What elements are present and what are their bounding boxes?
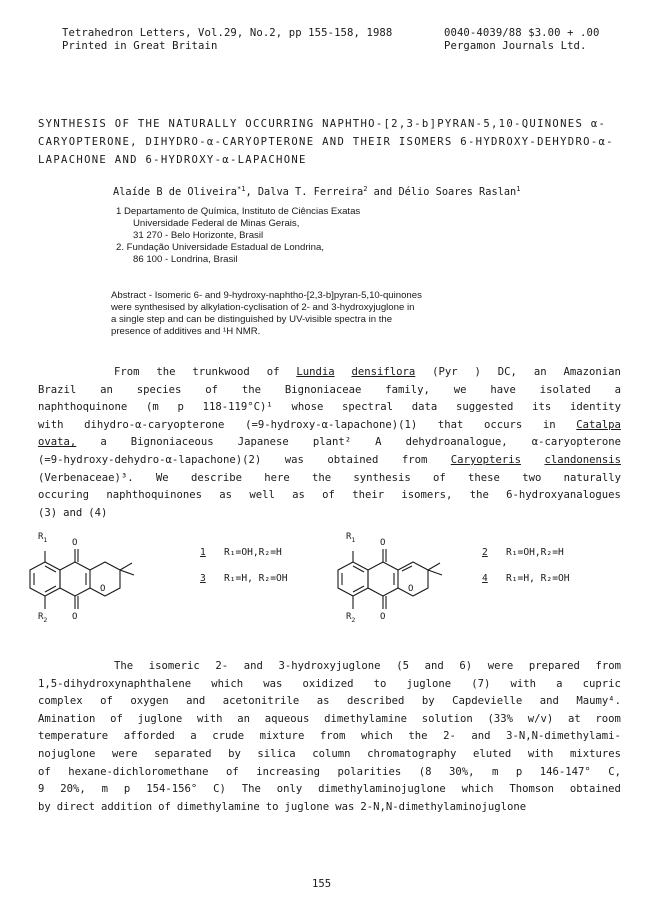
paragraph-line [38,472,621,484]
word: m [491,765,499,778]
affiliation-1-line-3: 31 270 - Belo Horizonte, Brasil [133,230,264,241]
author-3-mark: 1 [516,185,521,193]
paragraph-line [38,766,621,778]
word: separated [154,748,212,760]
word: and [424,660,444,672]
word: and [539,695,559,708]
word: Lundia [296,366,335,378]
abstract-end: ¹H NMR. [223,326,261,337]
word: a [614,383,621,396]
compound-3-substituents: R₁=H, R₂=OH [224,573,288,584]
word: the [408,730,428,743]
carbonyl-o-top-left: O [72,538,78,548]
word: 30%, [449,765,475,778]
word: nojuglone [38,748,96,760]
word: of [266,366,280,378]
word: (4) [88,506,108,519]
printed-in: Printed in Great Britain [62,40,218,52]
paragraph-line [38,419,621,431]
word: column [312,748,351,760]
word: as [292,489,305,502]
page-number: 155 [312,878,332,890]
word: From [114,366,140,378]
word: 9 [38,783,45,796]
publisher: Pergamon Journals Ltd. [444,40,587,52]
word: have [490,383,516,396]
word: C) [213,783,226,796]
word: a [190,730,197,743]
word: Bignoniaceae [284,383,362,396]
word: Maumy⁴. [576,695,621,708]
word: We [155,471,169,484]
word: in [542,418,556,431]
word: eluted [473,748,512,760]
word: 2- [443,730,456,743]
word: as [219,489,233,502]
word: trunkwood [192,366,250,378]
compound-4-substituents: R₁=H, R₂=OH [506,573,570,584]
word: temperature [38,730,109,743]
word: two [522,471,542,484]
word: of [205,383,218,396]
word: of [322,489,335,502]
word: which [360,730,393,743]
word: to [373,677,387,690]
journal-citation: Tetrahedron Letters, Vol.29, No.2, pp 155-158, 1988 [62,27,393,39]
paragraph-line [38,507,621,519]
word: oxygen [130,695,169,708]
word: 6) [459,660,473,672]
structure-left [30,549,134,609]
word: 3-hydroxyjuglone [278,660,381,672]
word: family, [385,383,430,396]
compound-3-number: 3 [200,573,206,584]
word: was [284,454,304,466]
word: suggested [455,401,514,414]
word: the [156,366,176,378]
word: mixture [259,730,305,743]
word: their [352,489,385,502]
compound-2-substituents: R₁=OH,R₂=H [506,547,564,558]
word: dimethylamine [324,712,407,725]
word: Bignoniaceous [130,436,214,449]
compound-1-substituents: R₁=OH,R₂=H [224,547,282,558]
word: was [263,677,283,690]
word: mixtures [569,748,621,760]
paragraph-line [114,660,621,672]
word: Brazil [38,383,77,396]
ring-oxygen-right: O [408,584,414,594]
word: its [532,401,552,414]
word: densiflora [351,366,416,378]
word: and [243,660,263,672]
compound-1-number: 1 [200,547,206,558]
word: solution [421,712,473,725]
word: these [468,471,500,484]
word: described [346,695,405,708]
methyl-1 [428,563,440,570]
word: from [319,730,346,743]
word: and [63,506,83,519]
word: of [110,712,123,725]
word: the [311,471,332,484]
word: well [249,489,275,502]
compound-4-number: 4 [482,573,488,584]
paragraph-line [114,366,621,378]
word: a [556,677,563,690]
word: w/v) [527,712,554,725]
title-line-1: SYNTHESIS OF THE NATURALLY OCCURRING NAPHTHO-[2,3-b]PYRAN-5,10-QUINONES α- [38,118,607,130]
word: complex [38,695,83,708]
word: ) [474,366,481,378]
word: Thomson [509,783,554,796]
word: data [411,401,438,414]
word: by [38,800,51,813]
r1-label-left: $R_1$ [38,532,48,544]
paragraph-line [38,678,621,690]
word: that [437,418,464,431]
paragraph-line [38,783,621,795]
author-1-mark: *1 [237,185,246,193]
word: dehydroanalogue, [405,436,508,449]
r2-label-left: $R_2$ [38,612,48,624]
methyl-2 [428,570,442,575]
word: p [123,783,131,796]
word: polarities [337,765,402,778]
word: (=9-hydroxy-dehydro-α-lapachone)(2) [38,454,262,466]
paragraph-line [38,489,621,501]
word: dimethylamine [176,800,260,813]
word: (Verbenaceae)³. [38,471,134,484]
paragraph-line [38,730,621,742]
word: increasing [256,765,321,778]
word: of [433,471,446,484]
word: (=9-hydroxy-α-lapachone)(1) [245,418,418,431]
word: A [375,436,382,449]
word: at [567,712,581,725]
r2-label-right: $R_2$ [346,612,356,624]
word: juglone [137,712,183,725]
word: m [101,783,109,796]
word: isomers, [401,489,453,502]
word: (m [146,401,159,414]
word: 6-hydroxyanalogues [506,489,621,502]
author-2: Dalva T. Ferreira [257,186,364,198]
word: naphthoquinones [106,489,202,502]
word: a [100,436,107,449]
word: describe [190,471,242,484]
word: 154-156° [146,783,198,796]
word: by [228,748,241,760]
word: isolated [539,383,591,396]
author-separator: , [245,186,258,198]
word: Amination [38,712,96,725]
word: was [335,800,355,813]
methyl-1 [120,563,132,570]
word: direct [56,800,96,813]
word: of [226,765,239,778]
word: prepared [528,660,580,672]
word: Capdevielle [452,695,523,708]
author-1: Alaíde B de Oliveira [113,186,237,198]
word: of [158,800,171,813]
word: 118-119°C)¹ [202,401,273,414]
word: naturally [563,471,621,484]
word: DC, [497,366,517,378]
word: naphthoquinone [38,401,128,414]
word: dihydro-α-caryopterone [84,418,225,431]
carbonyl-o-top-right: O [380,538,386,548]
paragraph-line [38,436,621,448]
author-3: Délio Soares Raslan [398,186,517,198]
carbonyl-o-bottom-right: O [380,612,386,622]
issn-price: 0040-4039/88 $3.00 + .00 [444,27,600,39]
abstract-line-4-text: presence of additives and [111,326,221,337]
word: (8 [418,765,432,778]
affiliation-2-line-1: 2. Fundação Universidade Estadual de Londrina, [116,242,325,253]
word: Japanese [237,436,289,449]
word: hexane-dichloromethane [68,765,209,778]
word: juglone [284,800,330,813]
word: dimethylaminojuglone [318,783,446,796]
word: only [276,783,303,796]
word: synthesis [353,471,411,484]
word: (Pyr [432,366,458,378]
word: afforded [123,730,175,743]
word: 2- [215,660,229,672]
word: with [510,677,536,690]
word: (5 [396,660,409,672]
word: with [196,712,223,725]
word: The [241,783,261,796]
word: The [114,660,134,672]
affiliation-1-line-1: 1 Departamento de Química, Instituto de Ciências Exatas [116,206,361,217]
authors [113,186,520,198]
word: 1,5-dihydroxynaphthalene [38,677,192,690]
word: plant² [312,436,352,449]
abstract-line-1: Abstract - Isomeric 6- and 9-hydroxy-naphtho-[2,3-b]pyran-5,10-quinones [111,290,422,301]
word: Caryopteris [450,454,521,466]
paragraph-line [38,695,621,707]
word: species [136,383,182,396]
word: p [515,765,523,778]
affiliation-2-line-2: 86 100 - Londrina, Brasil [133,254,238,265]
word: from [595,660,621,672]
abstract-line-3: a single step and can be distinguished by UV-visible spectra in the [111,314,393,325]
word: oxidized [302,677,354,690]
word: of [100,695,113,708]
affiliation-1-line-2: Universidade Federal de Minas Gerais, [133,218,300,229]
word: spectral [342,401,394,414]
word: cupric [582,677,621,690]
word: isomeric [148,660,200,672]
word: an [100,383,113,396]
word: to [265,800,279,813]
word: with [527,748,554,760]
word: crude [212,730,245,743]
compound-2-number: 2 [482,547,488,558]
word: the [241,383,261,396]
word: we [453,383,467,396]
word: were [487,660,514,672]
word: α-caryopterone [531,436,621,449]
structure-diagram [0,525,663,645]
word: silica [257,748,296,760]
word: (7) [471,677,491,690]
author-and: and [367,186,399,198]
word: p [177,401,184,414]
word: identity [569,401,621,414]
word: chromatography [367,748,457,760]
word: of [38,765,51,778]
word: whose [291,401,324,414]
word: acetonitrile [222,695,300,708]
paragraph-line [38,384,621,396]
word: 3-N,N-dimethylami- [506,730,621,743]
paragraph-line [38,713,621,725]
ring-oxygen-left: O [100,584,106,594]
paragraph-line [38,454,621,466]
word: occuring [38,489,90,502]
abstract-line-2: were synthesised by alkylation-cyclisation of 2- and 3-hydroxyjuglone in [111,302,415,313]
word: (33% [487,712,513,725]
word: 2-N,N-dimethylaminojuglone [360,800,527,813]
word: with [38,418,64,431]
word: room [595,712,621,725]
word: from [401,454,428,466]
structure-right [338,549,442,609]
word: aqueous [264,712,310,725]
word: 146-147° [539,765,591,778]
word: C, [608,765,621,778]
word: an [237,712,250,725]
word: addition [101,800,153,813]
word: Catalpa [576,418,621,431]
word: obtained [327,454,379,466]
word: which [211,677,244,690]
word: as [316,695,330,708]
word: and [471,730,491,743]
author-2-mark: 2 [363,185,368,193]
word: obtained [569,783,621,796]
word: the [469,489,489,502]
paragraph-line [38,801,621,813]
title-line-3: LAPACHONE AND 6-HYDROXY-α-LAPACHONE [38,154,307,166]
carbonyl-o-bottom-left: O [72,612,78,622]
word: were [111,748,138,760]
word: clandonensis [544,454,621,466]
word: and [186,695,206,708]
word: Amazonian [563,366,621,378]
word: ovata, [38,436,77,449]
title-line-2: CARYOPTERONE, DIHYDRO-α-CARYOPTERONE AND THEIR ISOMERS 6-HYDROXY-DEHYDRO-α- [38,136,614,148]
word: 20%, [60,783,86,796]
word: by [421,695,435,708]
word: an [533,366,547,378]
word: which [461,783,494,796]
paragraph-line [38,401,621,413]
word: juglone [406,677,452,690]
abstract-line-4 [111,326,260,337]
paragraph-line [38,748,621,760]
word: here [264,471,290,484]
r1-label-right: $R_1$ [346,532,356,544]
word: occurs [484,418,523,431]
methyl-2 [120,570,134,575]
word: (3) [38,506,58,519]
